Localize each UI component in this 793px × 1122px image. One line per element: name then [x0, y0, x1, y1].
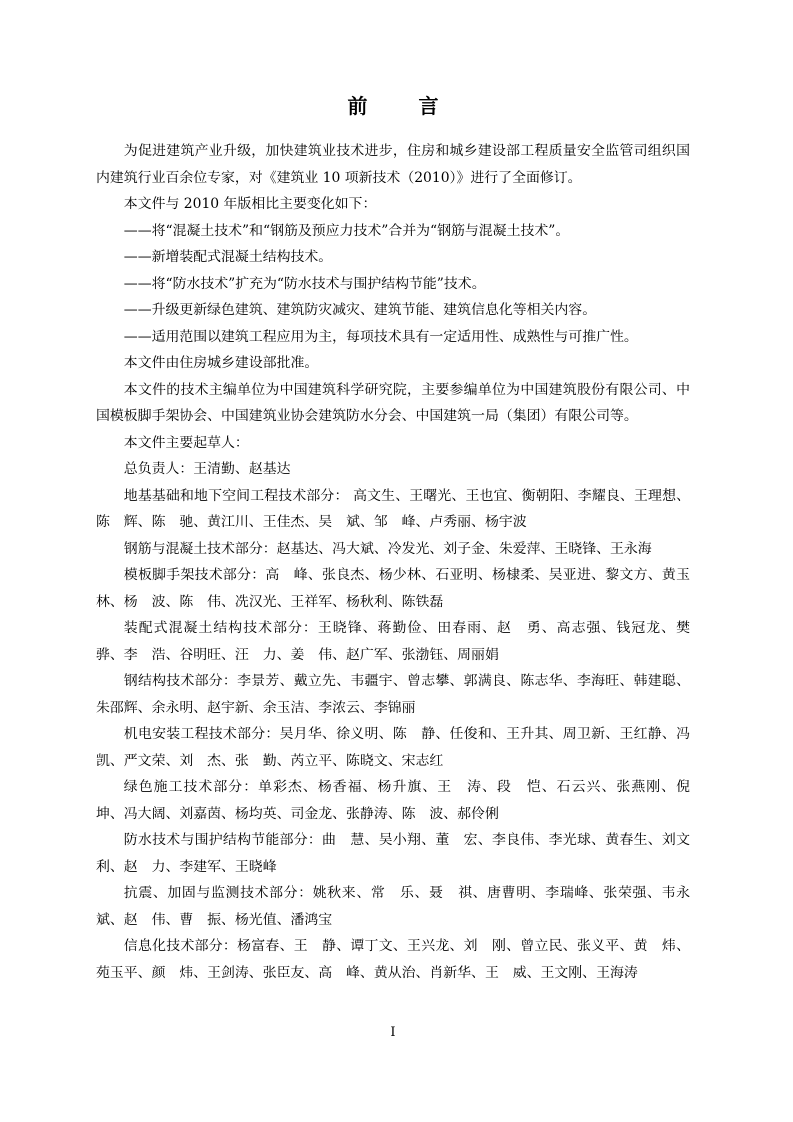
- page-number: I: [390, 1025, 396, 1040]
- paragraph-intro: 为促进建筑产业升级，加快建筑业技术进步，住房和城乡建设部工程质量安全监管司组织国内建筑行业百余位专家，对《建筑业 10 项新技术（2010）》进行了全面修订。: [96, 143, 690, 186]
- paragraph-change-5: ——适用范围以建筑工程应用为主，每项技术具有一定适用性、成熟性与可推广性。: [123, 328, 638, 345]
- document-page: [96, 0, 704, 1122]
- paragraph-steel-structure: 钢结构技术部分：李景芳、戴立先、韦疆宇、曾志攀、郭满良、陈志华、李海旺、韩建聪、朱邵辉、余永明、赵宇新、余玉洁、李浓云、李锦丽: [96, 673, 690, 716]
- paragraph-general-lead: 总负责人：王清勤、赵基达: [123, 461, 291, 477]
- paragraph-mep: 机电安装工程技术部分：吴月华、徐义明、陈 静、任俊和、王升其、周卫新、王红静、冯凯、严文荣、刘 杰、张 勤、芮立平、陈晓文、宋志红: [96, 726, 690, 769]
- document-body: [96, 138, 704, 986]
- paragraph-prefab-concrete: 装配式混凝土结构技术部分：王晓锋、蒋勤俭、田春雨、赵 勇、高志强、钱冠龙、樊 骅、李 浩、谷明旺、汪 力、姜 伟、赵广军、张渤钰、周丽娟: [96, 620, 704, 663]
- paragraph-it: 信息化技术部分：杨富春、王 静、谭丁文、王兴龙、刘 刚、曾立民、张义平、黄 炜、苑玉平、颜 炜、王剑涛、张臣友、高 峰、黄从治、肖新华、王 威、王文刚、王海涛: [96, 938, 690, 981]
- paragraph-rebar-concrete: 钢筋与混凝土技术部分：赵基达、冯大斌、冷发光、刘子金、朱爱萍、王晓锋、王永海: [123, 540, 652, 557]
- paragraph-change-4: ——升级更新绿色建筑、建筑防灾减灾、建筑节能、建筑信息化等相关内容。: [123, 302, 597, 318]
- paragraph-green-construction: 绿色施工技术部分：单彩杰、杨香福、杨升旗、王 涛、段 恺、石云兴、张燕刚、倪 坤、冯大阔、刘嘉茵、杨均英、司金龙、张静涛、陈 波、郝伶俐: [96, 779, 704, 822]
- paragraph-approval: 本文件由住房城乡建设部批准。: [123, 355, 319, 371]
- paragraph-seismic: 抗震、加固与监测技术部分：姚秋来、常 乐、聂 祺、唐曹明、李瑞峰、张荣强、韦永斌、赵 伟、曹 振、杨光值、潘鸿宝: [96, 885, 690, 928]
- paragraph-formwork: 模板脚手架技术部分：高 峰、张良杰、杨少林、石亚明、杨棣柔、吴亚进、黎文方、黄玉林、杨 波、陈 伟、冼汉光、王祥军、杨秋利、陈铁磊: [96, 567, 690, 610]
- paragraph-editors: 本文件的技术主编单位为中国建筑科学研究院，主要参编单位为中国建筑股份有限公司、中国模板脚手架协会、中国建筑业协会建筑防水分会、中国建筑一局（集团）有限公司等。: [96, 381, 690, 424]
- paragraph-waterproof: 防水技术与围护结构节能部分：曲 慧、吴小翔、董 宏、李良伟、李光球、黄春生、刘文利、赵 力、李建军、王晓峰: [96, 832, 690, 875]
- paragraph-changes-heading: 本文件与 2010 年版相比主要变化如下：: [123, 196, 377, 212]
- paragraph-change-1: ——将“混凝土技术”和“钢筋及预应力技术”合并为“钢筋与混凝土技术”。: [123, 222, 570, 239]
- paragraph-change-3: ——将“防水技术”扩充为“防水技术与围护结构节能”技术。: [123, 275, 486, 292]
- paragraph-foundation: 地基基础和地下空间工程技术部分： 高文生、王曙光、王也宜、衡朝阳、李耀良、王理想、陈 辉、陈 驰、黄江川、王佳杰、吴 斌、邹 峰、卢秀丽、杨宇波: [96, 487, 690, 530]
- paragraph-change-2: ——新增装配式混凝土结构技术。: [123, 249, 333, 265]
- page-title: 前 言: [347, 94, 461, 118]
- paragraph-drafters-heading: 本文件主要起草人：: [123, 434, 249, 451]
